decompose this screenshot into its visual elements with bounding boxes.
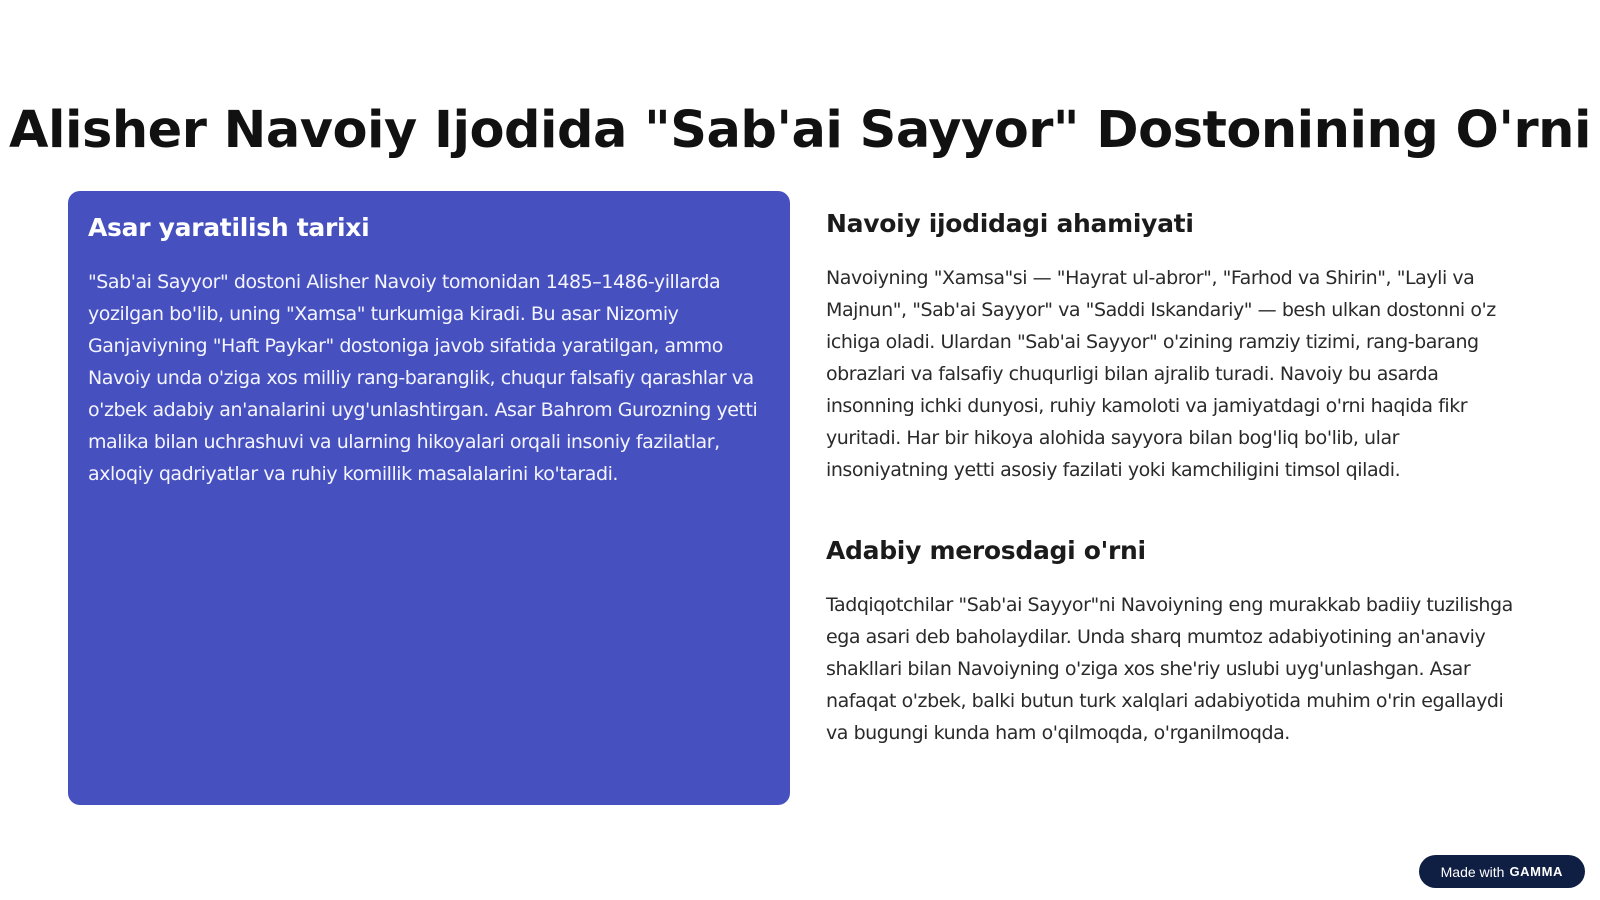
history-card (68, 191, 790, 805)
right-column (826, 207, 1526, 749)
page-title: Alisher Navoiy Ijodida "Sab'ai Sayyor" Dostonining O'rni (9, 101, 1591, 160)
section-significance (826, 207, 1526, 486)
section-legacy-body: Tadqiqotchilar "Sab'ai Sayyor"ni Navoiyning eng murakkab badiiy tuzilishga ega asari deb baholaydilar. Unda sharq mumtoz adabiyotining an'anaviy shakllari bilan Navoiyning o'ziga xos she'riy uslubi uyg'unlashgan. Asar nafaqat o'zbek, balki butun turk xalqlari adabiyotida muhim o'rin egallaydi va bugungi kunda ham o'qilmoqda, o'rganilmoqda. (826, 594, 1513, 744)
history-card-heading: Asar yaratilish tarixi (88, 213, 370, 242)
made-with-gamma-badge[interactable] (1419, 855, 1585, 888)
section-significance-heading: Navoiy ijodidagi ahamiyati (826, 209, 1194, 238)
section-legacy-heading: Adabiy merosdagi o'rni (826, 536, 1146, 565)
section-significance-body: Navoiyning "Xamsa"si — "Hayrat ul-abror", "Farhod va Shirin", "Layli va Majnun", "Sab'ai Sayyor" va "Saddi Iskandariy" — besh ulkan dostonni o'z ichiga oladi. Ulardan "Sab'ai Sayyor" o'zining ramziy tizimi, rang-barang obrazlari va falsafiy chuqurligi bilan ajralib turadi. Navoiy bu asarda insonning ichki dunyosi, ruhiy kamoloti va jamiyatdagi o'rni haqida fikr yuritadi. Har bir hikoya alohida sayyora bilan bog'liq bo'lib, ular insoniyatning yetti asosiy fazilati yoki kamchiligini timsol qiladi. (826, 267, 1496, 481)
badge-prefix: Made with (1440, 863, 1505, 880)
history-card-body: "Sab'ai Sayyor" dostoni Alisher Navoiy tomonidan 1485–1486-yillarda yozilgan bo'lib, uning "Xamsa" turkumiga kiradi. Bu asar Nizomiy Ganjaviyning "Haft Paykar" dostoniga javob sifatida yaratilgan, ammo Navoiy unda o'ziga xos milliy rang-baranglik, chuqur falsafiy qarashlar va o'zbek adabiy an'analarini uyg'unlashtirgan. Asar Bahrom Gurozning yetti malika bilan uchrashuvi va ularning hikoyalari orqali insoniy fazilatlar, axloqiy qadriyatlar va ruhiy komillik masalalarini ko'taradi. (88, 271, 758, 485)
section-legacy (826, 534, 1526, 749)
gamma-logo: GAMMA (1509, 864, 1563, 879)
